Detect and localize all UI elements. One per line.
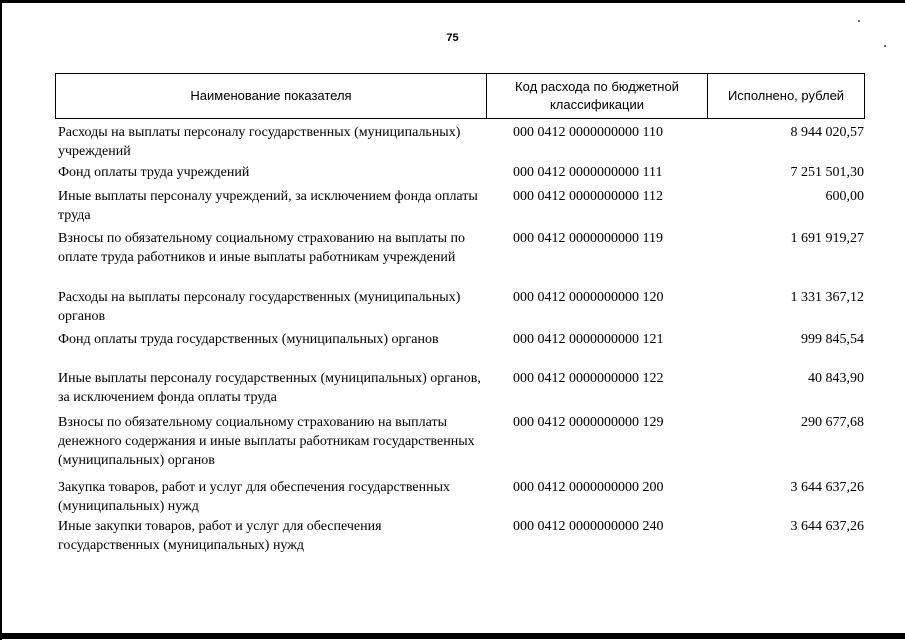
row-amount: 600,00 bbox=[825, 189, 864, 204]
row-amount: 7 251 501,30 bbox=[790, 165, 864, 180]
row-name: Иные закупки товаров, работ и услуг для обеспечения государственных (муниципальных) нужд bbox=[58, 519, 382, 553]
row-name: Фонд оплаты труда учреждений bbox=[58, 165, 250, 180]
row-code: 000 0412 0000000000 110 bbox=[513, 125, 663, 140]
row-code: 000 0412 0000000000 122 bbox=[513, 371, 664, 386]
column-header-code: Код расхода по бюджетной классификации bbox=[487, 74, 708, 118]
row-amount: 8 944 020,57 bbox=[790, 125, 864, 140]
row-code: 000 0412 0000000000 120 bbox=[513, 290, 664, 305]
row-name: Взносы по обязательному социальному страхованию на выплаты денежного содержания и иные выплаты работникам государственных (муниципальных) органов bbox=[58, 415, 475, 468]
scan-border-top bbox=[0, 0, 905, 3]
row-code: 000 0412 0000000000 121 bbox=[513, 332, 664, 347]
scan-border-bottom bbox=[0, 633, 905, 639]
page-number: 75 bbox=[446, 32, 459, 44]
scan-speck bbox=[858, 20, 860, 22]
scan-speck bbox=[884, 45, 886, 47]
column-header-amount: Исполнено, рублей bbox=[727, 88, 845, 103]
row-amount: 290 677,68 bbox=[801, 415, 864, 430]
row-name: Иные выплаты персоналу учреждений, за исключением фонда оплаты труда bbox=[58, 189, 478, 223]
row-amount: 999 845,54 bbox=[801, 332, 864, 347]
row-name: Иные выплаты персоналу государственных (муниципальных) органов, за исключением фонда оплаты труда bbox=[58, 371, 481, 405]
row-name: Расходы на выплаты персоналу государственных (муниципальных) органов bbox=[58, 290, 461, 324]
row-code: 000 0412 0000000000 119 bbox=[513, 231, 663, 246]
row-amount: 1 691 919,27 bbox=[790, 231, 864, 246]
row-code: 000 0412 0000000000 111 bbox=[513, 165, 663, 180]
row-name: Взносы по обязательному социальному страхованию на выплаты по оплате труда работников и иные выплаты работникам учреждений bbox=[58, 231, 466, 265]
row-code: 000 0412 0000000000 129 bbox=[513, 415, 664, 430]
row-amount: 40 843,90 bbox=[808, 371, 864, 386]
row-amount: 1 331 367,12 bbox=[790, 290, 864, 305]
row-name: Фонд оплаты труда государственных (муниципальных) органов bbox=[58, 332, 439, 347]
row-amount: 3 644 637,26 bbox=[790, 519, 864, 534]
scan-border-left bbox=[0, 0, 2, 640]
row-code: 000 0412 0000000000 240 bbox=[513, 519, 664, 534]
row-name: Закупка товаров, работ и услуг для обеспечения государственных (муниципальных) нужд bbox=[58, 480, 451, 514]
table-header bbox=[55, 73, 865, 119]
row-name: Расходы на выплаты персоналу государственных (муниципальных) учреждений bbox=[58, 125, 461, 159]
row-code: 000 0412 0000000000 112 bbox=[513, 189, 663, 204]
row-code: 000 0412 0000000000 200 bbox=[513, 480, 664, 495]
row-amount: 3 644 637,26 bbox=[790, 480, 864, 495]
column-header-name: Наименование показателя bbox=[56, 74, 487, 118]
